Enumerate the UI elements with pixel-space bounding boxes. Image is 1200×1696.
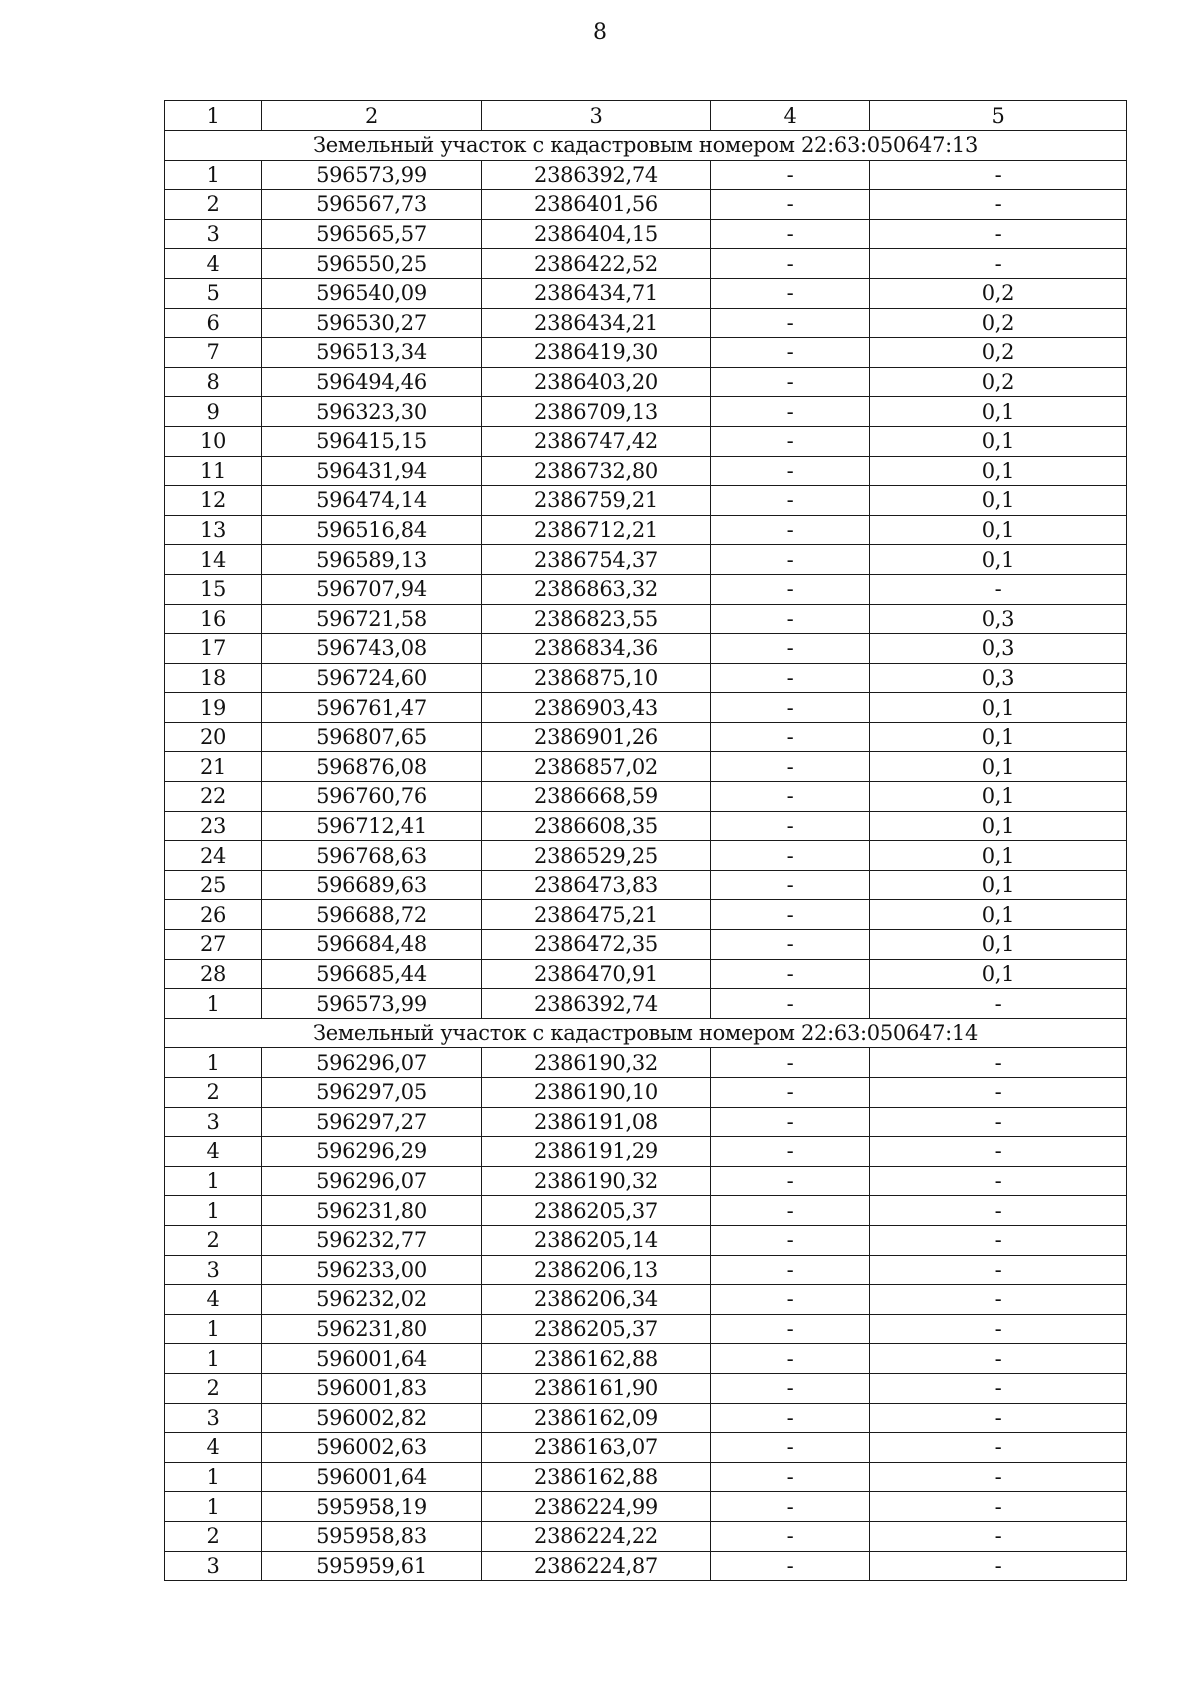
table-row [165, 604, 1127, 634]
table-row [165, 308, 1127, 338]
col5-cell: 0,1 [870, 426, 1127, 456]
y-coordinate-cell: 2386475,21 [482, 900, 711, 930]
table-row [165, 1137, 1127, 1167]
col4-cell: - [711, 1551, 870, 1581]
y-coordinate-cell: 2386529,25 [482, 841, 711, 871]
point-number-cell: 5 [165, 278, 262, 308]
header-cell-x: 2 [262, 101, 482, 131]
table-row [165, 574, 1127, 604]
point-number-cell: 26 [165, 900, 262, 930]
table-row [165, 693, 1127, 723]
col4-cell: - [711, 486, 870, 516]
y-coordinate-cell: 2386224,87 [482, 1551, 711, 1581]
point-number-cell: 2 [165, 190, 262, 220]
table-row [165, 1492, 1127, 1522]
table-row [165, 160, 1127, 190]
point-number-cell: 7 [165, 338, 262, 368]
table-row [165, 545, 1127, 575]
col4-cell: - [711, 190, 870, 220]
col4-cell: - [711, 1285, 870, 1315]
y-coordinate-cell: 2386419,30 [482, 338, 711, 368]
table-row [165, 1373, 1127, 1403]
col5-cell: - [870, 1462, 1127, 1492]
col5-cell: - [870, 1078, 1127, 1108]
y-coordinate-cell: 2386747,42 [482, 426, 711, 456]
col4-cell: - [711, 308, 870, 338]
point-number-cell: 1 [165, 1344, 262, 1374]
x-coordinate-cell: 596721,58 [262, 604, 482, 634]
table-row [165, 841, 1127, 871]
x-coordinate-cell: 596707,94 [262, 574, 482, 604]
col5-cell: 0,2 [870, 367, 1127, 397]
point-number-cell: 13 [165, 515, 262, 545]
y-coordinate-cell: 2386205,37 [482, 1196, 711, 1226]
y-coordinate-cell: 2386191,29 [482, 1137, 711, 1167]
y-coordinate-cell: 2386473,83 [482, 870, 711, 900]
table-row [165, 1225, 1127, 1255]
col4-cell: - [711, 1166, 870, 1196]
table-row [165, 663, 1127, 693]
header-cell-col4: 4 [711, 101, 870, 131]
x-coordinate-cell: 596296,07 [262, 1048, 482, 1078]
point-number-cell: 1 [165, 1492, 262, 1522]
x-coordinate-cell: 596323,30 [262, 397, 482, 427]
table-row [165, 752, 1127, 782]
x-coordinate-cell: 596296,29 [262, 1137, 482, 1167]
col4-cell: - [711, 989, 870, 1019]
x-coordinate-cell: 596689,63 [262, 870, 482, 900]
col5-cell: - [870, 1314, 1127, 1344]
table-row [165, 278, 1127, 308]
x-coordinate-cell: 596565,57 [262, 219, 482, 249]
col5-cell: - [870, 1521, 1127, 1551]
table-row [165, 1344, 1127, 1374]
col4-cell: - [711, 841, 870, 871]
point-number-cell: 4 [165, 249, 262, 279]
x-coordinate-cell: 596002,63 [262, 1433, 482, 1463]
y-coordinate-cell: 2386434,71 [482, 278, 711, 308]
page-number: 8 [593, 20, 607, 45]
x-coordinate-cell: 596001,83 [262, 1373, 482, 1403]
point-number-cell: 3 [165, 1107, 262, 1137]
point-number-cell: 14 [165, 545, 262, 575]
table-header-row [165, 101, 1127, 131]
x-coordinate-cell: 596684,48 [262, 930, 482, 960]
point-number-cell: 6 [165, 308, 262, 338]
table-row [165, 486, 1127, 516]
col4-cell: - [711, 1255, 870, 1285]
col4-cell: - [711, 278, 870, 308]
y-coordinate-cell: 2386162,88 [482, 1462, 711, 1492]
y-coordinate-cell: 2386668,59 [482, 782, 711, 812]
point-number-cell: 28 [165, 959, 262, 989]
col5-cell: 0,1 [870, 782, 1127, 812]
x-coordinate-cell: 596567,73 [262, 190, 482, 220]
y-coordinate-cell: 2386191,08 [482, 1107, 711, 1137]
col4-cell: - [711, 338, 870, 368]
y-coordinate-cell: 2386754,37 [482, 545, 711, 575]
col5-cell: - [870, 1255, 1127, 1285]
col5-cell: - [870, 1166, 1127, 1196]
table-row [165, 249, 1127, 279]
table-row [165, 930, 1127, 960]
point-number-cell: 2 [165, 1078, 262, 1108]
y-coordinate-cell: 2386472,35 [482, 930, 711, 960]
section-title-row [165, 1018, 1127, 1048]
x-coordinate-cell: 596431,94 [262, 456, 482, 486]
point-number-cell: 4 [165, 1285, 262, 1315]
x-coordinate-cell: 595958,19 [262, 1492, 482, 1522]
col4-cell: - [711, 900, 870, 930]
x-coordinate-cell: 596768,63 [262, 841, 482, 871]
header-cell-col5: 5 [870, 101, 1127, 131]
col4-cell: - [711, 663, 870, 693]
x-coordinate-cell: 596233,00 [262, 1255, 482, 1285]
table-row [165, 1166, 1127, 1196]
x-coordinate-cell: 596297,05 [262, 1078, 482, 1108]
col4-cell: - [711, 367, 870, 397]
col4-cell: - [711, 160, 870, 190]
x-coordinate-cell: 596296,07 [262, 1166, 482, 1196]
col5-cell: - [870, 1285, 1127, 1315]
col4-cell: - [711, 219, 870, 249]
table-row [165, 1551, 1127, 1581]
col5-cell: 0,1 [870, 486, 1127, 516]
y-coordinate-cell: 2386163,07 [482, 1433, 711, 1463]
col5-cell: - [870, 190, 1127, 220]
point-number-cell: 1 [165, 1314, 262, 1344]
section-title: Земельный участок с кадастровым номером 22:63:050647:13 [165, 131, 1127, 161]
x-coordinate-cell: 596474,14 [262, 486, 482, 516]
point-number-cell: 3 [165, 219, 262, 249]
col4-cell: - [711, 1521, 870, 1551]
y-coordinate-cell: 2386190,32 [482, 1048, 711, 1078]
x-coordinate-cell: 596761,47 [262, 693, 482, 723]
point-number-cell: 20 [165, 722, 262, 752]
x-coordinate-cell: 596550,25 [262, 249, 482, 279]
point-number-cell: 18 [165, 663, 262, 693]
table-row [165, 722, 1127, 752]
col5-cell: 0,1 [870, 870, 1127, 900]
y-coordinate-cell: 2386392,74 [482, 160, 711, 190]
y-coordinate-cell: 2386709,13 [482, 397, 711, 427]
x-coordinate-cell: 596494,46 [262, 367, 482, 397]
col4-cell: - [711, 693, 870, 723]
y-coordinate-cell: 2386863,32 [482, 574, 711, 604]
coordinates-table-body [165, 101, 1127, 1581]
col5-cell: - [870, 1225, 1127, 1255]
point-number-cell: 8 [165, 367, 262, 397]
col4-cell: - [711, 1078, 870, 1108]
point-number-cell: 15 [165, 574, 262, 604]
x-coordinate-cell: 596231,80 [262, 1314, 482, 1344]
col5-cell: 0,3 [870, 634, 1127, 664]
x-coordinate-cell: 596002,82 [262, 1403, 482, 1433]
table-row [165, 338, 1127, 368]
point-number-cell: 4 [165, 1137, 262, 1167]
col4-cell: - [711, 1492, 870, 1522]
col4-cell: - [711, 1048, 870, 1078]
x-coordinate-cell: 595958,83 [262, 1521, 482, 1551]
table-row [165, 1285, 1127, 1315]
col5-cell: - [870, 989, 1127, 1019]
x-coordinate-cell: 596688,72 [262, 900, 482, 930]
col5-cell: 0,1 [870, 722, 1127, 752]
col4-cell: - [711, 545, 870, 575]
col4-cell: - [711, 249, 870, 279]
table-row [165, 1433, 1127, 1463]
table-row [165, 397, 1127, 427]
col4-cell: - [711, 1373, 870, 1403]
col5-cell: 0,1 [870, 693, 1127, 723]
col5-cell: - [870, 219, 1127, 249]
col4-cell: - [711, 870, 870, 900]
point-number-cell: 16 [165, 604, 262, 634]
table-row [165, 190, 1127, 220]
table-row [165, 1255, 1127, 1285]
y-coordinate-cell: 2386434,21 [482, 308, 711, 338]
x-coordinate-cell: 596573,99 [262, 160, 482, 190]
col5-cell: - [870, 574, 1127, 604]
col4-cell: - [711, 1403, 870, 1433]
x-coordinate-cell: 596232,77 [262, 1225, 482, 1255]
table-row [165, 219, 1127, 249]
table-row [165, 367, 1127, 397]
point-number-cell: 1 [165, 160, 262, 190]
col4-cell: - [711, 1196, 870, 1226]
y-coordinate-cell: 2386224,22 [482, 1521, 711, 1551]
col5-cell: 0,1 [870, 515, 1127, 545]
x-coordinate-cell: 596540,09 [262, 278, 482, 308]
x-coordinate-cell: 596743,08 [262, 634, 482, 664]
y-coordinate-cell: 2386470,91 [482, 959, 711, 989]
y-coordinate-cell: 2386823,55 [482, 604, 711, 634]
y-coordinate-cell: 2386190,32 [482, 1166, 711, 1196]
x-coordinate-cell: 596001,64 [262, 1462, 482, 1492]
y-coordinate-cell: 2386403,20 [482, 367, 711, 397]
point-number-cell: 1 [165, 1048, 262, 1078]
y-coordinate-cell: 2386206,13 [482, 1255, 711, 1285]
y-coordinate-cell: 2386608,35 [482, 811, 711, 841]
table-row [165, 515, 1127, 545]
col5-cell: 0,1 [870, 397, 1127, 427]
point-number-cell: 2 [165, 1521, 262, 1551]
col5-cell: 0,2 [870, 338, 1127, 368]
x-coordinate-cell: 596001,64 [262, 1344, 482, 1374]
y-coordinate-cell: 2386901,26 [482, 722, 711, 752]
col5-cell: - [870, 1048, 1127, 1078]
y-coordinate-cell: 2386205,37 [482, 1314, 711, 1344]
table-row [165, 1048, 1127, 1078]
table-row [165, 1078, 1127, 1108]
x-coordinate-cell: 596516,84 [262, 515, 482, 545]
col5-cell: 0,1 [870, 811, 1127, 841]
point-number-cell: 1 [165, 1462, 262, 1492]
point-number-cell: 23 [165, 811, 262, 841]
table-row [165, 989, 1127, 1019]
y-coordinate-cell: 2386190,10 [482, 1078, 711, 1108]
x-coordinate-cell: 596297,27 [262, 1107, 482, 1137]
point-number-cell: 21 [165, 752, 262, 782]
point-number-cell: 3 [165, 1403, 262, 1433]
col5-cell: - [870, 1403, 1127, 1433]
col5-cell: 0,1 [870, 841, 1127, 871]
y-coordinate-cell: 2386162,09 [482, 1403, 711, 1433]
point-number-cell: 9 [165, 397, 262, 427]
table-row [165, 1462, 1127, 1492]
table-row [165, 634, 1127, 664]
col4-cell: - [711, 959, 870, 989]
point-number-cell: 24 [165, 841, 262, 871]
col5-cell: 0,2 [870, 278, 1127, 308]
y-coordinate-cell: 2386903,43 [482, 693, 711, 723]
col5-cell: - [870, 1137, 1127, 1167]
col5-cell: 0,1 [870, 930, 1127, 960]
table-row [165, 1107, 1127, 1137]
x-coordinate-cell: 596573,99 [262, 989, 482, 1019]
col4-cell: - [711, 782, 870, 812]
col5-cell: 0,3 [870, 604, 1127, 634]
x-coordinate-cell: 596685,44 [262, 959, 482, 989]
x-coordinate-cell: 596760,76 [262, 782, 482, 812]
x-coordinate-cell: 596807,65 [262, 722, 482, 752]
y-coordinate-cell: 2386857,02 [482, 752, 711, 782]
table-row [165, 782, 1127, 812]
point-number-cell: 3 [165, 1255, 262, 1285]
y-coordinate-cell: 2386206,34 [482, 1285, 711, 1315]
col5-cell: - [870, 1433, 1127, 1463]
point-number-cell: 11 [165, 456, 262, 486]
col4-cell: - [711, 1344, 870, 1374]
table-row [165, 959, 1127, 989]
table-row [165, 1521, 1127, 1551]
col5-cell: 0,2 [870, 308, 1127, 338]
col5-cell: - [870, 1196, 1127, 1226]
y-coordinate-cell: 2386732,80 [482, 456, 711, 486]
point-number-cell: 10 [165, 426, 262, 456]
col4-cell: - [711, 1433, 870, 1463]
y-coordinate-cell: 2386875,10 [482, 663, 711, 693]
col5-cell: - [870, 1107, 1127, 1137]
x-coordinate-cell: 596712,41 [262, 811, 482, 841]
point-number-cell: 1 [165, 989, 262, 1019]
y-coordinate-cell: 2386392,74 [482, 989, 711, 1019]
point-number-cell: 3 [165, 1551, 262, 1581]
col5-cell: - [870, 249, 1127, 279]
x-coordinate-cell: 596232,02 [262, 1285, 482, 1315]
y-coordinate-cell: 2386422,52 [482, 249, 711, 279]
point-number-cell: 1 [165, 1196, 262, 1226]
col4-cell: - [711, 634, 870, 664]
y-coordinate-cell: 2386834,36 [482, 634, 711, 664]
table-row [165, 1314, 1127, 1344]
table-row [165, 1403, 1127, 1433]
col5-cell: - [870, 1492, 1127, 1522]
y-coordinate-cell: 2386161,90 [482, 1373, 711, 1403]
col4-cell: - [711, 722, 870, 752]
table-row [165, 426, 1127, 456]
header-cell-y: 3 [482, 101, 711, 131]
x-coordinate-cell: 595959,61 [262, 1551, 482, 1581]
col5-cell: - [870, 1344, 1127, 1374]
col4-cell: - [711, 1462, 870, 1492]
table-row [165, 900, 1127, 930]
col4-cell: - [711, 456, 870, 486]
col5-cell: 0,1 [870, 545, 1127, 575]
col5-cell: 0,3 [870, 663, 1127, 693]
col5-cell: 0,1 [870, 456, 1127, 486]
table-row [165, 1196, 1127, 1226]
section-title: Земельный участок с кадастровым номером 22:63:050647:14 [165, 1018, 1127, 1048]
x-coordinate-cell: 596231,80 [262, 1196, 482, 1226]
x-coordinate-cell: 596415,15 [262, 426, 482, 456]
col5-cell: - [870, 1373, 1127, 1403]
x-coordinate-cell: 596513,34 [262, 338, 482, 368]
col4-cell: - [711, 574, 870, 604]
point-number-cell: 2 [165, 1373, 262, 1403]
coordinates-table [164, 100, 1127, 1581]
table-row [165, 456, 1127, 486]
point-number-cell: 25 [165, 870, 262, 900]
header-cell-point-number: 1 [165, 101, 262, 131]
table-row [165, 811, 1127, 841]
col4-cell: - [711, 604, 870, 634]
x-coordinate-cell: 596530,27 [262, 308, 482, 338]
x-coordinate-cell: 596876,08 [262, 752, 482, 782]
y-coordinate-cell: 2386205,14 [482, 1225, 711, 1255]
col4-cell: - [711, 515, 870, 545]
point-number-cell: 4 [165, 1433, 262, 1463]
col4-cell: - [711, 1107, 870, 1137]
x-coordinate-cell: 596589,13 [262, 545, 482, 575]
col4-cell: - [711, 397, 870, 427]
point-number-cell: 1 [165, 1166, 262, 1196]
col4-cell: - [711, 811, 870, 841]
point-number-cell: 17 [165, 634, 262, 664]
y-coordinate-cell: 2386759,21 [482, 486, 711, 516]
col4-cell: - [711, 1314, 870, 1344]
point-number-cell: 12 [165, 486, 262, 516]
x-coordinate-cell: 596724,60 [262, 663, 482, 693]
table-row [165, 870, 1127, 900]
col5-cell: - [870, 160, 1127, 190]
col5-cell: 0,1 [870, 959, 1127, 989]
col4-cell: - [711, 1137, 870, 1167]
y-coordinate-cell: 2386404,15 [482, 219, 711, 249]
y-coordinate-cell: 2386224,99 [482, 1492, 711, 1522]
y-coordinate-cell: 2386712,21 [482, 515, 711, 545]
y-coordinate-cell: 2386162,88 [482, 1344, 711, 1374]
col5-cell: - [870, 1551, 1127, 1581]
section-title-row [165, 131, 1127, 161]
col4-cell: - [711, 752, 870, 782]
point-number-cell: 19 [165, 693, 262, 723]
point-number-cell: 22 [165, 782, 262, 812]
col4-cell: - [711, 930, 870, 960]
col4-cell: - [711, 426, 870, 456]
point-number-cell: 27 [165, 930, 262, 960]
point-number-cell: 2 [165, 1225, 262, 1255]
col4-cell: - [711, 1225, 870, 1255]
y-coordinate-cell: 2386401,56 [482, 190, 711, 220]
col5-cell: 0,1 [870, 900, 1127, 930]
col5-cell: 0,1 [870, 752, 1127, 782]
